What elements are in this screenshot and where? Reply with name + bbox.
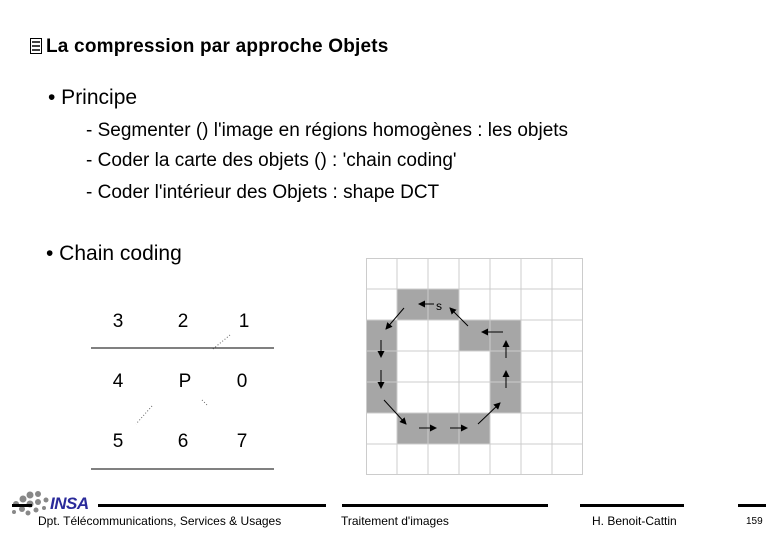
chain-code-4: 4: [112, 371, 124, 392]
principe-item-2: - Coder la carte des objets () : 'chain coding': [86, 150, 457, 171]
chain-code-2: 2: [177, 311, 189, 332]
chain-code-1: 1: [238, 311, 250, 332]
footer-course: Traitement d'images: [341, 514, 449, 528]
title-bullet-icon: [30, 38, 42, 54]
footer-department: Dpt. Télécommunications, Services & Usages: [38, 514, 282, 528]
chain-code-0: 0: [236, 371, 248, 392]
chain-code-6: 6: [177, 431, 189, 452]
start-point-label: s: [436, 299, 442, 313]
principe-item-3: - Coder l'intérieur des Objets : shape DCT: [86, 182, 440, 203]
chain-code-3: 3: [112, 311, 124, 332]
footer-author: H. Benoit-Cattin: [592, 514, 677, 528]
chain-code-7: 7: [236, 431, 248, 452]
chain-coding-heading: • Chain coding: [46, 242, 182, 265]
principe-item-1: - Segmenter () l'image en régions homogènes : les objets: [86, 120, 569, 141]
insa-logo-text: INSA: [50, 494, 89, 513]
principe-heading: • Principe: [48, 86, 138, 109]
object-cells: [366, 289, 521, 444]
chain-code-5: 5: [112, 431, 124, 452]
chain-code-lines: [88, 330, 280, 475]
slide-title: [30, 36, 389, 58]
chain-code-p: P: [178, 371, 192, 392]
object-grid-diagram: [366, 258, 588, 480]
slide-title-text: La compression par approche Objets: [46, 36, 389, 57]
page-number: 159: [746, 516, 763, 527]
